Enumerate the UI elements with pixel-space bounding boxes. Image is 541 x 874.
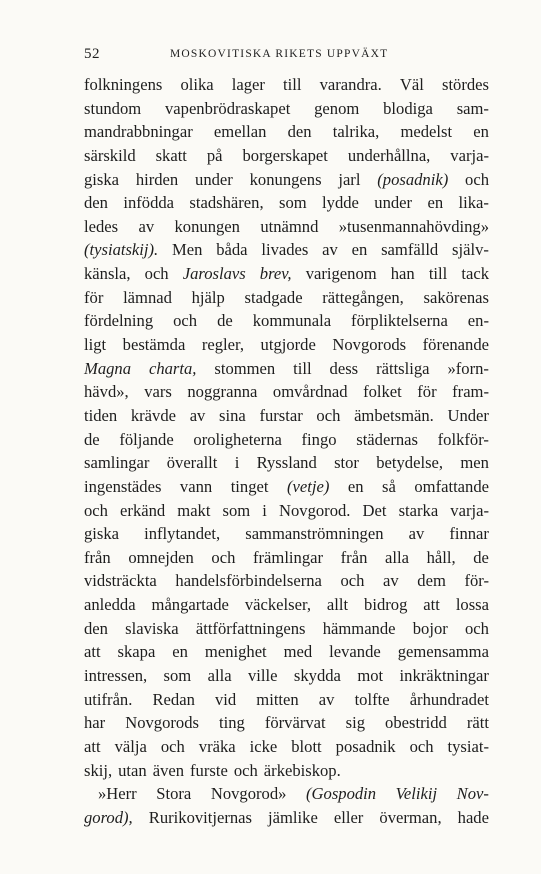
word: och: [211, 547, 236, 567]
text-line: [84, 380, 489, 404]
word: (tysiatskij).: [84, 240, 159, 260]
word: att: [84, 736, 101, 756]
word: skij,: [84, 760, 113, 780]
word: menighet: [204, 642, 267, 662]
word: av: [408, 524, 425, 544]
word: Novgorod.: [279, 500, 351, 520]
word: den: [287, 122, 312, 142]
word: och: [316, 405, 341, 425]
word: blodiga: [383, 98, 433, 118]
text-line: [84, 404, 489, 428]
word: fördelning: [84, 311, 154, 331]
word: mitten: [256, 689, 299, 709]
word: borgerskapet: [242, 145, 328, 165]
word: underhållna,: [347, 145, 431, 165]
word: Under: [447, 405, 489, 425]
word: giska: [84, 169, 120, 189]
word: samlingar: [84, 453, 150, 473]
word: Velikij: [395, 784, 438, 804]
word: att: [84, 642, 101, 662]
word: av: [383, 571, 399, 591]
word: stördes: [441, 75, 489, 94]
text-line: [84, 640, 489, 664]
text-line: [84, 309, 489, 333]
word: omvårdnad: [272, 382, 348, 402]
word: obestridd: [385, 713, 447, 733]
word: livades: [261, 240, 309, 260]
word: under: [374, 193, 413, 213]
word: krävde: [130, 405, 177, 425]
word: särskild: [84, 145, 136, 165]
word: sammanströmningen: [245, 524, 384, 544]
word: skatt: [155, 145, 187, 165]
word: mångartade: [151, 595, 229, 615]
word: hjälp: [191, 287, 225, 307]
word: främlingar: [253, 547, 324, 567]
word: känsla,: [84, 264, 131, 284]
word: posadnik: [335, 736, 396, 756]
word: en: [351, 240, 368, 260]
word: och: [160, 736, 185, 756]
word: finnar: [449, 524, 489, 544]
word: olika: [180, 75, 214, 94]
word: Rurikovitjernas: [148, 807, 252, 827]
text-line: [84, 215, 489, 239]
word: håll,: [426, 547, 456, 567]
text-line: [84, 522, 489, 546]
text-line: [84, 664, 489, 688]
word: dess: [329, 358, 359, 378]
word: ligt: [84, 335, 107, 355]
word: utgjorde: [260, 335, 316, 355]
word: oroligheterna: [193, 429, 282, 449]
word: jarl: [338, 169, 361, 189]
word: sakörenas: [423, 287, 489, 307]
word: mot: [357, 666, 384, 686]
word: av: [189, 405, 206, 425]
word: furste: [190, 760, 228, 780]
body-text: [84, 73, 489, 830]
word: lämnad: [123, 287, 172, 307]
word: bojor: [412, 618, 448, 638]
word: båda: [216, 240, 248, 260]
word: talrika,: [332, 122, 380, 142]
word: välja: [114, 736, 147, 756]
word: mandrabbningar: [84, 122, 193, 142]
text-line: [84, 238, 489, 262]
word: följande: [119, 429, 174, 449]
text-line: [84, 144, 489, 168]
word: erkänd: [120, 500, 166, 520]
word: konungens: [249, 169, 322, 189]
word: allt: [326, 595, 349, 615]
word: emellan: [213, 122, 267, 142]
word: Stora: [156, 784, 192, 804]
text-line: [84, 499, 489, 523]
word: regler,: [201, 335, 245, 355]
word: en: [172, 642, 188, 662]
word: förenande: [422, 335, 489, 355]
word: gorod),: [84, 807, 133, 827]
word: starka: [398, 500, 439, 520]
word: lydde: [322, 193, 359, 213]
word: omnejden: [128, 547, 194, 567]
word: som: [278, 193, 307, 213]
word: genom: [314, 98, 360, 118]
text-line: [84, 451, 489, 475]
word: tolfte: [354, 689, 390, 709]
word: varigenom: [305, 264, 377, 284]
word: av: [138, 216, 155, 236]
word: dem: [417, 571, 446, 591]
word: ingenstädes: [84, 476, 162, 496]
word: alla: [385, 547, 409, 567]
word: till: [283, 75, 302, 94]
running-head: [84, 46, 488, 66]
word: kommunala: [252, 311, 332, 331]
page-number: 52: [84, 46, 100, 62]
word: ättförfattningens: [195, 618, 306, 638]
word: en: [427, 193, 444, 213]
text-line: [84, 120, 489, 144]
word: stor: [334, 453, 359, 473]
word: den: [84, 193, 108, 213]
word: ämbetsmän.: [354, 405, 434, 425]
word: lager: [231, 75, 265, 94]
word: brev,: [259, 264, 292, 284]
word: eller: [333, 807, 364, 827]
word: som: [222, 500, 251, 520]
word: vars: [144, 382, 172, 402]
word: »forn-: [447, 358, 489, 378]
word: städernas: [356, 429, 418, 449]
text-line: [84, 617, 489, 641]
word: ärkebiskop.: [263, 760, 341, 780]
word: och: [340, 571, 365, 591]
word: under: [195, 169, 233, 189]
word: de: [473, 547, 489, 567]
word: ville: [247, 666, 278, 686]
word: samfälld: [381, 240, 439, 260]
word: handelsförbindelserna: [175, 571, 322, 591]
word: bestämda: [122, 335, 186, 355]
word: Det: [362, 500, 387, 520]
word: Men: [172, 240, 203, 260]
word: utan: [118, 760, 147, 780]
word: inkräktningar: [399, 666, 489, 686]
word: varja-: [450, 500, 489, 520]
word: överman,: [379, 807, 442, 827]
word: vidsträckta: [84, 571, 157, 591]
word: »Herr: [98, 784, 137, 804]
word: från: [84, 547, 111, 567]
text-line: [84, 759, 489, 783]
word: och: [464, 618, 489, 638]
word: från: [340, 547, 368, 567]
text-line: [84, 735, 489, 759]
word: lossa: [455, 595, 489, 615]
word: bidrog: [364, 595, 408, 615]
text-line: [84, 333, 489, 357]
word: vräka: [198, 736, 236, 756]
word: rättsliga: [376, 358, 430, 378]
word: en: [347, 476, 364, 496]
word: även: [152, 760, 185, 780]
word: och: [409, 736, 434, 756]
word: stadshären,: [189, 193, 264, 213]
word: så: [382, 476, 396, 496]
word: väckelser,: [244, 595, 311, 615]
text-line: [84, 262, 489, 286]
word: omfattande: [414, 476, 489, 496]
word: själv-: [452, 240, 489, 260]
text-line: [84, 546, 489, 570]
word: skydda: [293, 666, 341, 686]
text-line: [84, 73, 489, 97]
text-line: [84, 569, 489, 593]
word: som: [163, 666, 192, 686]
text-line: [84, 286, 489, 310]
word: furstar: [259, 405, 303, 425]
word: men: [460, 453, 489, 473]
word: den: [84, 618, 108, 638]
running-title: MOSKOVITISKA RIKETS UPPVÄXT: [170, 48, 389, 60]
word: vapenbrödraskapet: [164, 98, 291, 118]
text-line: [84, 191, 489, 215]
word: stadgade: [244, 287, 303, 307]
word: intressen,: [84, 666, 148, 686]
text-line: [84, 97, 489, 121]
text-line: [84, 782, 489, 806]
word: sig: [345, 713, 366, 733]
word: hämmande: [322, 618, 396, 638]
word: tiden: [84, 405, 118, 425]
word: makt: [177, 500, 211, 520]
word: för-: [464, 571, 489, 591]
text-line: [84, 428, 489, 452]
word: konungen: [174, 216, 240, 236]
word: jämlike: [268, 807, 318, 827]
word: giska: [84, 524, 120, 544]
word: levande: [329, 642, 381, 662]
word: icke: [249, 736, 278, 756]
word: överallt: [166, 453, 218, 473]
word: vann: [179, 476, 213, 496]
word: sam-: [456, 98, 489, 118]
word: att: [423, 595, 440, 615]
word: förvärvat: [264, 713, 326, 733]
word: han: [390, 264, 415, 284]
word: lika-: [458, 193, 489, 213]
word: och: [84, 500, 108, 520]
word: anledda: [84, 595, 136, 615]
text-line: [84, 357, 489, 381]
text-line: [84, 688, 489, 712]
word: och: [173, 311, 198, 331]
word: medelst: [400, 122, 453, 142]
word: fram-: [452, 382, 489, 402]
word: (vetje): [286, 476, 330, 496]
text-line: [84, 806, 489, 830]
word: alla: [207, 666, 232, 686]
word: hirden: [135, 169, 179, 189]
word: (Gospodin: [306, 784, 377, 804]
word: fingo: [301, 429, 337, 449]
word: förpliktelserna: [351, 311, 448, 331]
word: tack: [461, 264, 489, 284]
word: slaviska: [125, 618, 179, 638]
word: tinget: [230, 476, 269, 496]
word: folkningens: [84, 75, 163, 94]
word: skapa: [117, 642, 156, 662]
word: rättegången,: [322, 287, 404, 307]
word: i: [234, 453, 240, 473]
word: tysiat-: [447, 736, 489, 756]
word: en: [473, 122, 489, 142]
word: infödda: [123, 193, 175, 213]
word: till: [428, 264, 448, 284]
word: Väl: [399, 75, 424, 94]
word: hade: [457, 807, 489, 827]
word: betydelse,: [376, 453, 444, 473]
word: de: [217, 311, 233, 331]
word: charta,: [148, 358, 197, 378]
word: ting: [218, 713, 245, 733]
word: utifrån.: [84, 689, 133, 709]
word: Ryssland: [256, 453, 317, 473]
word: blott: [291, 736, 322, 756]
text-line: [84, 475, 489, 499]
word: av: [322, 240, 338, 260]
word: Novgorods: [125, 713, 199, 733]
word: hävd»,: [84, 382, 129, 402]
word: för: [84, 287, 104, 307]
word: de: [84, 429, 100, 449]
word: gemensamma: [397, 642, 489, 662]
word: noggranna: [187, 382, 258, 402]
word: Magna: [84, 358, 132, 378]
word: av: [318, 689, 335, 709]
word: rätt: [466, 713, 489, 733]
word: med: [283, 642, 313, 662]
word: inflytandet,: [144, 524, 221, 544]
text-line: [84, 168, 489, 192]
word: för: [417, 382, 437, 402]
word: och: [144, 264, 169, 284]
word: stommen: [214, 358, 276, 378]
word: århundradet: [409, 689, 489, 709]
word: Novgorods: [332, 335, 407, 355]
word: (posadnik): [377, 169, 449, 189]
word: »tusenmannahövding»: [338, 216, 489, 236]
word: i: [262, 500, 267, 520]
word: folkför-: [437, 429, 489, 449]
text-line: [84, 593, 489, 617]
word: sina: [219, 405, 246, 425]
word: Novgorod»: [210, 784, 287, 804]
word: stundom: [84, 98, 142, 118]
word: utnämnd: [260, 216, 319, 236]
word: vid: [214, 689, 237, 709]
word: till: [293, 358, 312, 378]
word: folket: [363, 382, 402, 402]
word: Jaroslavs: [182, 264, 246, 284]
word: Redan: [152, 689, 195, 709]
word: på: [206, 145, 223, 165]
word: och: [465, 169, 489, 189]
word: och: [233, 760, 258, 780]
word: Nov-: [456, 784, 489, 804]
word: ledes: [84, 216, 119, 236]
word: har: [84, 713, 106, 733]
word: en-: [467, 311, 489, 331]
word: varja-: [450, 145, 489, 165]
text-line: [84, 711, 489, 735]
word: varandra.: [319, 75, 382, 94]
